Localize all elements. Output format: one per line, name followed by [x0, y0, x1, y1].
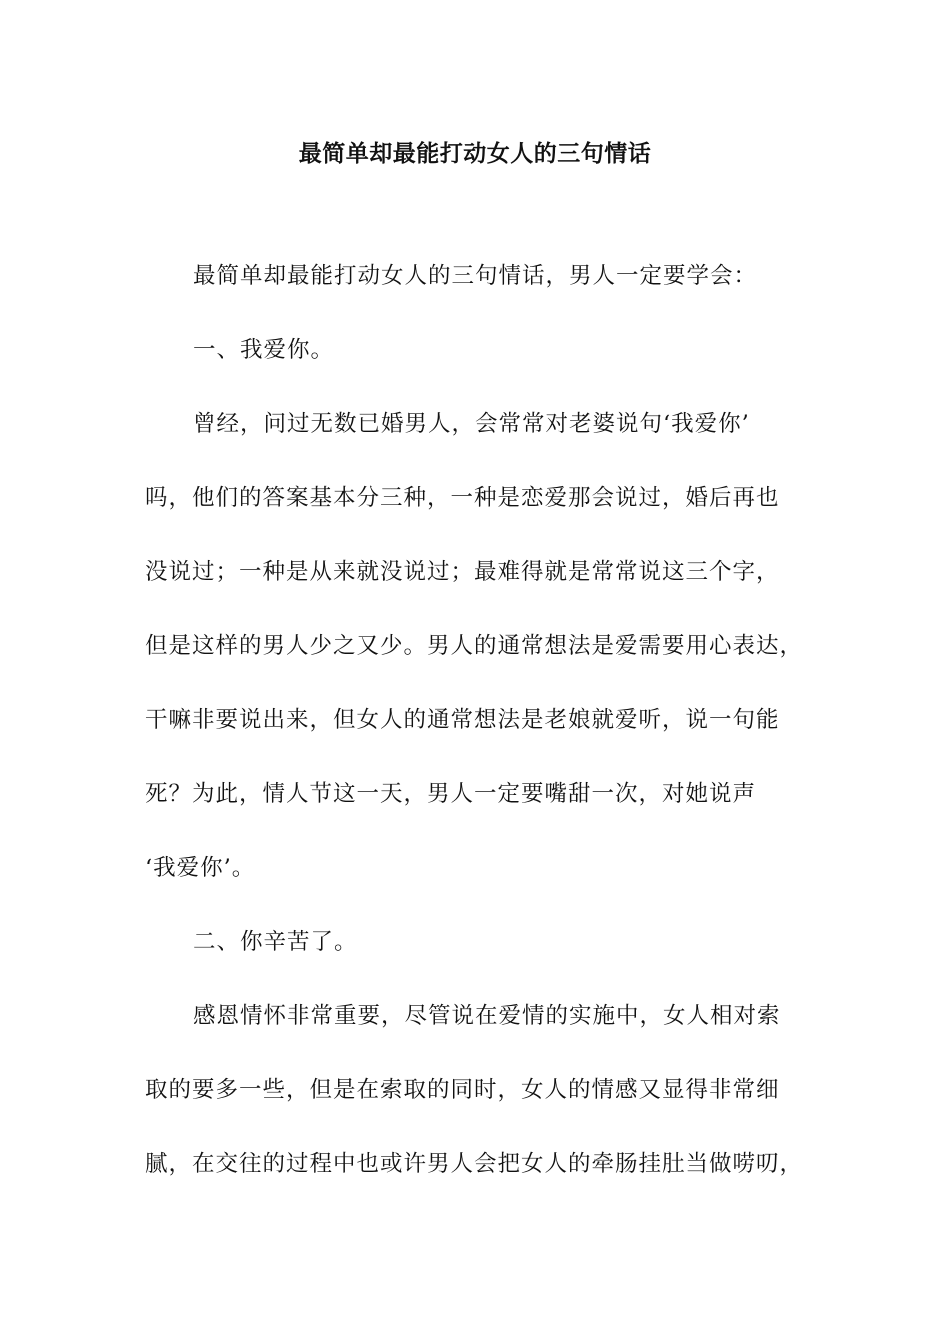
paragraph-line: 腻，在交往的过程中也或许男人会把女人的牵肠挂肚当做唠叨，: [145, 1151, 804, 1177]
paragraph-intro: 最简单却最能打动女人的三句情话，男人一定要学会：: [193, 263, 758, 289]
paragraph-line: ‘我爱你’。: [145, 855, 256, 881]
paragraph-line: 但是这样的男人少之又少。男人的通常想法是爱需要用心表达，: [145, 633, 804, 659]
paragraph-line: 干嘛非要说出来，但女人的通常想法是老娘就爱听，说一句能: [145, 707, 780, 733]
paragraph-line: 死？为此，情人节这一天，男人一定要嘴甜一次，对她说声: [145, 781, 757, 807]
page-title: 最简单却最能打动女人的三句情话: [298, 140, 652, 167]
section-heading-2: 二、你辛苦了。: [193, 929, 358, 955]
paragraph-line: 取的要多一些，但是在索取的同时，女人的情感又显得非常细: [145, 1077, 780, 1103]
paragraph-line: 吗，他们的答案基本分三种，一种是恋爱那会说过，婚后再也: [145, 485, 780, 511]
paragraph-line: 感恩情怀非常重要，尽管说在爱情的实施中，女人相对索: [193, 1003, 781, 1029]
paragraph-line: 曾经，问过无数已婚男人，会常常对老婆说句‘我爱你’: [193, 411, 750, 437]
paragraph-line: 没说过；一种是从来就没说过；最难得就是常常说这三个字，: [145, 559, 780, 585]
document-body: [145, 254, 835, 1216]
section-heading-1: 一、我爱你。: [193, 337, 335, 363]
